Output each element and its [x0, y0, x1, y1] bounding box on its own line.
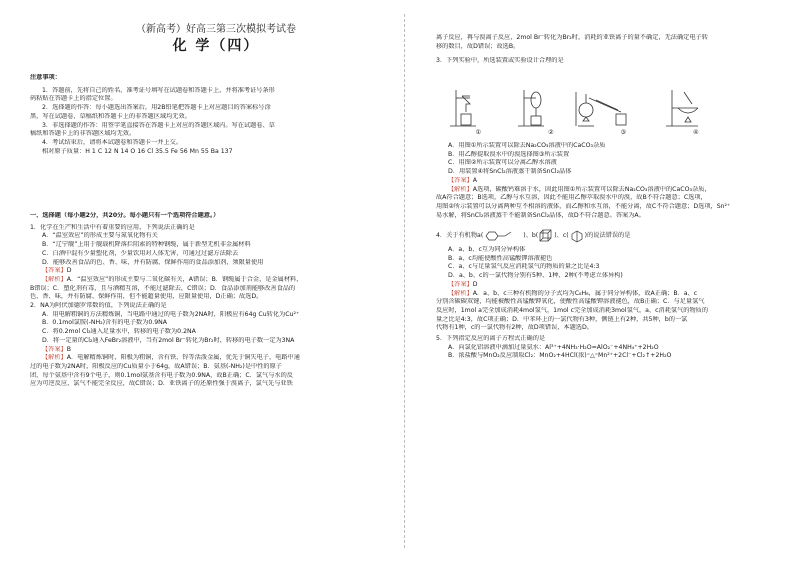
analysis-line: 离子反应，再与溴离子反应，2mol Br⁻转化为Br₂时，消耗的亚铁离子的量不确定，无法确定电子转 — [436, 34, 708, 41]
q3-option-c: C．用图②所示装置可以分离乙醇水溶液 — [448, 159, 557, 167]
analysis-line: 应为可逆反应，氯气不能完全反应，故C错误；D．亚铁离子的还原性强于溴离子，氯气先与亚铁 — [30, 380, 293, 388]
analysis-line: 过的电子数为2NA时，阳极反应的Cu质量小于64g，故A错误；B．氨基(-NH₂)是中性的原子 — [30, 362, 282, 370]
figure-label-4: ④ — [692, 129, 699, 136]
q1-option-d: D．能够改善食品的色、香、味，并有防腐、保鲜作用的食品添加剂，须限量使用 — [42, 258, 264, 266]
q1-option-b: B．“辽宁舰”上用于舰载机降落拦阻索的特种钢缆，属于新型无机非金属材料 — [42, 241, 251, 249]
q2-option-c: C．将0.2mol Cl₂通入足量水中，转移的电子数为0.2NA — [42, 328, 196, 336]
q3-body — [436, 142, 794, 220]
figure-label-2: ② — [547, 129, 554, 136]
q5-option-b: B．浓盐酸与MnO₂反应制取Cl₂：MnO₂+4HCl(浓)⁼△⁼Mn²⁺+2Cl⁻+Cl₂↑+2H₂O — [448, 352, 672, 360]
q2-answer — [30, 346, 402, 355]
analysis-line: 易水解，将SnCl₂溶液蒸干不能制备SnCl₂晶体，故D不符合题意。答案为A。 — [436, 211, 645, 219]
q4-stem-part: 4．关于有机物a( — [436, 232, 484, 239]
q4-stem-part: )、c( — [554, 232, 569, 239]
note-line: 1．答题前，先将自己的姓名、准考证号填写在试题卷和答题卡上，并将准考证号条形 — [42, 86, 275, 94]
analysis-line: 用图②所示装置可以分离两种互不相溶的液体，而乙醇和水互溶，不能分离，故C不符合题意；D选项，Sn²⁺ — [436, 202, 731, 210]
q2-option-d: D．将一定量的Cl₂通入FeBr₂溶液中，当有2mol Br⁻转化为Br₂时，转移的电子数一定为3NA — [42, 336, 295, 344]
figure-label-1: ① — [475, 129, 482, 136]
analysis-line: A选项，碳酸钙难溶于水，固此用图①所示装置可以除去Na₂CO₃溶液中的CaCO₃杂质， — [472, 185, 711, 193]
analysis-line: 故A符合题意；B选项，乙醇与水互溶，因此不能用乙醇萃取溴水中的溴，故B不符合题意；C选项， — [436, 194, 707, 202]
question-4-stem — [436, 228, 794, 244]
note-line: 2．选择题的作答：每小题选出答案后，用2B铅笔把答题卡上对应题目的答案标号涂 — [42, 104, 271, 112]
apparatus-labels — [436, 129, 738, 138]
q4-option-d: D．a、b、c的一氯代物分别有5种、1种、2种(不考虑立体异构) — [448, 272, 623, 280]
note-line: 稿纸和答题卡上的非答题区域均无效。 — [30, 130, 136, 138]
column-divider — [404, 14, 405, 548]
q3-option-d: D．用装置④将SnCl₂溶液蒸干制备SnCl₂晶体 — [448, 168, 572, 176]
analysis-line: 分别含碳碳双键，均能被酸性高锰酸钾氧化，使酸性高锰酸钾溶液褪色，故B正确；C．与足量氢气 — [436, 298, 705, 306]
analysis-line: A．电解精炼铜时，阳极为粗铜，含有铁、锌等活泼金属，优先于铜失电子，电路中通 — [66, 354, 300, 362]
analysis-line: 量之比是4:3，故C项正确；D．中苯环上的一氯代物有3种，侧链上有2种，共5种，b的一氯 — [436, 315, 688, 323]
q2-analysis — [30, 354, 402, 363]
section-heading: 一、选择题（每小题2分，共20分。每小题只有一个选项符合题意。） — [30, 212, 220, 219]
q2-option-b: B．0.1mol氯胺(-NH₂)含有的电子数为0.9NA — [42, 319, 168, 327]
q4-analysis — [436, 290, 794, 299]
structure-a-icon — [483, 229, 523, 243]
analysis-line: 代物有1种，c的一氯代物有2种，故D项错误，本题选D。 — [436, 324, 593, 332]
question-5-stem: 5．下列指定反应的离子方程式正确的是 — [436, 335, 546, 343]
exam-title: （新高考）好高三第三次模拟考试卷 — [136, 24, 296, 35]
apparatus-drawing — [436, 86, 738, 130]
q3-answer — [436, 177, 794, 186]
answer-value: D — [66, 267, 72, 275]
analysis-line: 反应时，1mol a完全加成消耗4mol氢气，1mol c完全加成消耗3mol氢气，a、c消耗氢气的物质的 — [436, 306, 709, 314]
subject-title: 化 学（四） — [172, 38, 260, 54]
analysis-line: A．“温室效应”的形成主要与二氧化碳有关，A错误；B．钢缆属于合金，是金属材料， — [66, 275, 303, 283]
analysis-label: 【解析】 — [42, 275, 67, 283]
analysis-line: 移的数目，故D错误；故选B。 — [436, 42, 520, 50]
q3-option-a: A．用图①所示装置可以除去Na₂CO₃溶液中的CaCO₃杂质 — [448, 142, 606, 149]
section-one — [30, 212, 402, 389]
analysis-line: 团，每个氨基中含有9个电子，则0.1mol氨基含有电子数为0.9NA，故B正确；C．氯气与水的反 — [30, 371, 293, 379]
question-3-stem: 3．下列实验中，所选装置或实验设计合理的是 — [436, 57, 564, 65]
q1-option-c: C．白酒中混有少量塑化剂，少量饮用对人体无害，可通过过滤方法除去 — [42, 249, 239, 257]
note-line: 码粘贴在答题卡上的指定位置。 — [30, 95, 117, 103]
note-line: 黑，写在试题卷、草稿纸和答题卡上的非答题区域均无效。 — [30, 112, 191, 120]
q5-option-a: A．向氯化铝溶液中滴加过量氨水：Al³⁺+4NH₃·H₂O=AlO₂⁻+4NH₄⁺+2H₂O — [448, 343, 659, 351]
answer-value: A — [472, 176, 477, 184]
analysis-line: 色、香、味，并有防腐、保鲜作用，但不能超量使用，应限量使用，D正确；故选D。 — [30, 293, 263, 301]
notes-block — [30, 74, 402, 156]
answer-value: D — [472, 280, 478, 288]
right-top — [436, 34, 794, 66]
answer-label: 【答案】 — [448, 280, 473, 288]
answer-label: 【答案】 — [42, 345, 67, 353]
q4-option-a: A．a、b、c互为同分异构体 — [448, 246, 526, 253]
q4-option-c: C．a、c与足量氢气反应消耗氢气的物质的量之比是4:3 — [448, 263, 600, 271]
answer-label: 【答案】 — [448, 176, 473, 184]
q1-option-a: A．“温室效应”的形成主要与氮氧化物有关 — [42, 232, 158, 240]
q4-option-b: B．a、c均能使酸性高锰酸钾溶液褪色 — [448, 254, 553, 262]
q3-analysis — [436, 186, 794, 195]
q2-option-a: A．用电解粗铜的方法精炼铜，当电路中通过的电子数为2NA时，阳极应有64g Cu转化为Cu²⁺ — [42, 310, 300, 318]
notes-heading: 注意事项： — [30, 74, 61, 81]
analysis-label: 【解析】 — [42, 354, 67, 362]
note-line: 4．考试结束后，请将本试题卷和答题卡一并上交。 — [42, 138, 183, 146]
question-2-stem: 2．NA为阿伏加德罗常数的值，下列说法正确的是 — [30, 302, 167, 310]
analysis-line: A．a、b、c三种有机物的分子式均为C₈H₈，属于同分异构体，故A正确；B．a、c — [472, 289, 698, 297]
question-1-stem: 1．化学在生产和生活中有着重要的应用，下列说法正确的是 — [30, 223, 195, 231]
structure-b-icon — [538, 229, 554, 243]
analysis-label: 【解析】 — [448, 289, 473, 297]
structure-c-icon — [569, 229, 585, 243]
q4-stem-part: )、b( — [523, 232, 539, 239]
apparatus-figure — [436, 86, 738, 130]
answer-value: B — [66, 345, 71, 353]
analysis-line: B错误；C．塑化剂有毒，且与酒精互溶，不能过滤除去，C错误；D．食品添加剂能够改善食品的 — [30, 284, 296, 292]
q4-answer — [436, 281, 794, 290]
figure-label-3: ③ — [620, 129, 627, 136]
q1-answer — [30, 267, 402, 276]
q3-option-b: B．用乙醇提取溴水中的溴选择图③所示装置 — [448, 150, 570, 158]
q4-stem — [436, 228, 794, 244]
q4-stem-part: )的说法错误的是 — [584, 232, 631, 239]
answer-label: 【答案】 — [42, 267, 67, 275]
q4-body — [436, 246, 794, 361]
atomic-masses: 相对原子质量：H 1 C 12 N 14 O 16 Cl 35.5 Fe 56 Mn 55 Ba 137 — [42, 147, 233, 155]
q1-analysis — [30, 276, 402, 285]
analysis-label: 【解析】 — [448, 185, 473, 193]
note-line: 3．非选择题的作答：用签字笔直接答在答题卡上对应的答题区域内。写在试题卷、草 — [42, 121, 275, 129]
